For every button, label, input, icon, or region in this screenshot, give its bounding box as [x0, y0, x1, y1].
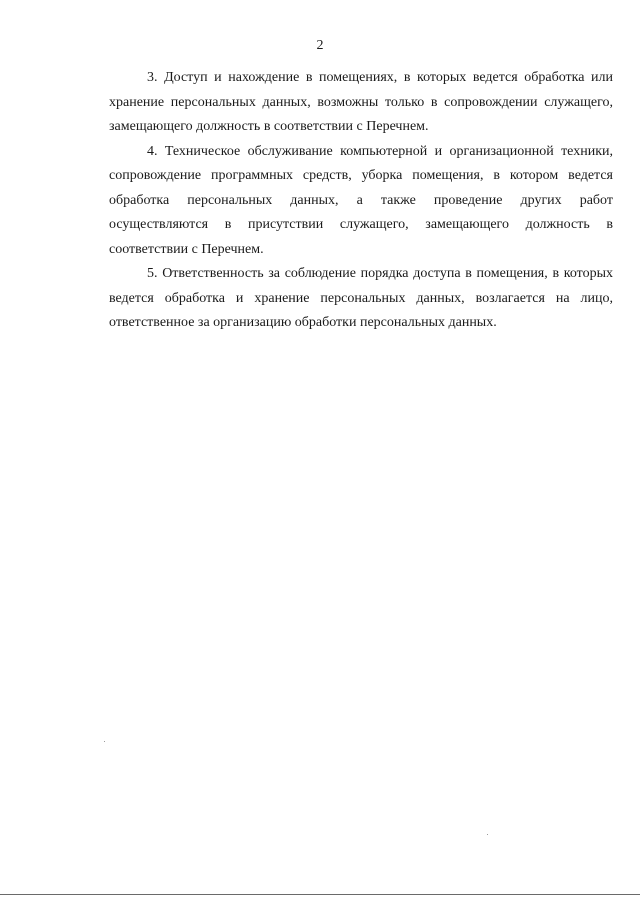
document-body [109, 66, 613, 336]
scan-speck [104, 741, 105, 742]
scan-edge-line [0, 894, 640, 895]
page-number: 2 [316, 38, 324, 53]
scan-speck [487, 834, 488, 835]
paragraph-3: 3. Доступ и нахождение в помещениях, в которых ведется обработка или хранение персональных данных, возможны только в сопровождении служащего, замещающего должность в соответствии с Перечнем. [109, 70, 613, 134]
paragraph-5: 5. Ответственность за соблюдение порядка доступа в помещения, в которых ведется обработка и хранение персональных данных, возлагается на лицо, ответственное за организацию обработки персональных данных. [109, 266, 613, 330]
paragraph-4: 4. Техническое обслуживание компьютерной и организационной техники, сопровождение программных средств, уборка помещения, в котором ведется обработка персональных данных, а также проведение других работ осуществляются в присутствии служащего, замещающего должность в соответствии с Перечнем. [109, 143, 613, 257]
